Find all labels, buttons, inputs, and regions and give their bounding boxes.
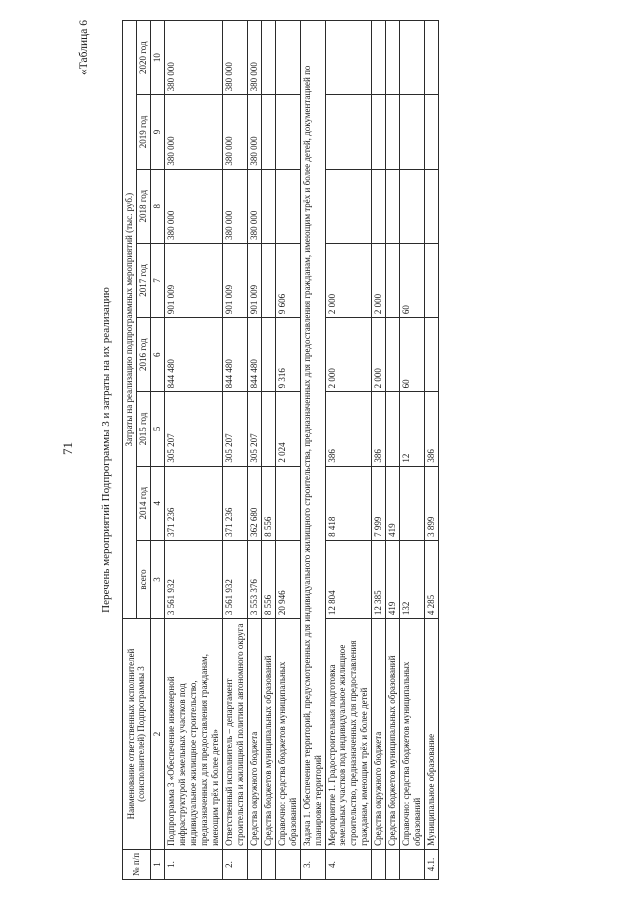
costs-table — [122, 20, 439, 880]
row-num: 4.1. — [425, 849, 439, 879]
header-year: 2018 год — [136, 169, 150, 243]
index-cell: 4 — [150, 466, 164, 540]
value-cell: 386 — [325, 392, 372, 466]
row-num: 4. — [325, 849, 372, 879]
value-cell: 3 899 — [425, 466, 439, 540]
row-num: 3. — [300, 849, 325, 879]
value-cell: 380 000 — [222, 169, 247, 243]
value-cell: 4 285 — [425, 540, 439, 618]
value-cell: 8 556 — [261, 540, 275, 618]
row-num — [372, 849, 386, 879]
value-cell — [386, 243, 400, 317]
value-cell — [425, 169, 439, 243]
table-row — [261, 21, 275, 880]
value-cell: 386 — [372, 392, 386, 466]
header-year: 2014 год — [136, 466, 150, 540]
value-cell — [400, 466, 425, 540]
row-name: Средства окружного бюджета — [372, 619, 386, 850]
value-cell — [372, 95, 386, 169]
value-cell: 844 480 — [164, 318, 222, 392]
index-cell: 2 — [150, 619, 164, 850]
value-cell: 901 009 — [222, 243, 247, 317]
row-name: Средства бюджетов муниципальных образований — [261, 619, 275, 850]
value-cell: 8 418 — [325, 466, 372, 540]
value-cell: 305 207 — [164, 392, 222, 466]
value-cell: 2 000 — [372, 243, 386, 317]
value-cell: 380 000 — [222, 95, 247, 169]
table-row — [386, 21, 400, 880]
value-cell — [261, 243, 275, 317]
value-cell: 2 024 — [275, 392, 300, 466]
value-cell — [372, 21, 386, 95]
value-cell: 380 000 — [164, 169, 222, 243]
rotated-page-content — [78, 20, 618, 880]
header-year: 2017 год — [136, 243, 150, 317]
row-name: Ответственный исполнитель – департамент строительства и жилищной политики автономного округа — [222, 619, 247, 850]
value-cell — [425, 243, 439, 317]
value-cell: 419 — [386, 540, 400, 618]
value-cell: 901 009 — [247, 243, 261, 317]
index-cell: 10 — [150, 21, 164, 95]
row-name: Мероприятие 1. Градостроительная подготовка земельных участков под индивидуальное жилищное строительство, предназначенных для предоставления гражданам, имеющим трёх и более детей — [325, 619, 372, 850]
index-cell: 8 — [150, 169, 164, 243]
task-row — [300, 21, 325, 880]
table-row — [400, 21, 425, 880]
value-cell — [400, 95, 425, 169]
value-cell: 60 — [400, 318, 425, 392]
row-name: Подпрограмма 3 «Обеспечение инженерной инфраструктурой земельных участков под индивидуальное жилищное строительство, предназначенных для предоставления гражданам, имеющим трёх и более детей» — [164, 619, 222, 850]
value-cell: 2 000 — [325, 243, 372, 317]
value-cell: 7 999 — [372, 466, 386, 540]
value-cell: 3 561 932 — [222, 540, 247, 618]
value-cell — [261, 169, 275, 243]
task-description: Задача 1. Обеспечение территорий, предусмотренных для индивидуального жилищного строительства, предназначенных для предоставления гражданам, имеющим трёх и более детей, документацией по планировке территорий — [300, 21, 325, 850]
value-cell — [400, 21, 425, 95]
header-name: Наименование ответственных исполнителей (соисполнителей) Подпрограммы 3 — [123, 619, 151, 850]
header-year: 2015 год — [136, 392, 150, 466]
row-num — [386, 849, 400, 879]
value-cell: 380 000 — [164, 21, 222, 95]
value-cell: 2 000 — [325, 318, 372, 392]
table-row — [325, 21, 372, 880]
value-cell — [386, 318, 400, 392]
row-name: Муниципальное образование — [425, 619, 439, 850]
value-cell — [275, 466, 300, 540]
value-cell — [275, 21, 300, 95]
header-total: всего — [136, 540, 150, 618]
row-num: 2. — [222, 849, 247, 879]
value-cell — [425, 318, 439, 392]
value-cell: 380 000 — [164, 95, 222, 169]
value-cell: 380 000 — [247, 95, 261, 169]
header-year: 2020 год — [136, 21, 150, 95]
row-name: Справочно: средства бюджетов муниципальных образований — [400, 619, 425, 850]
value-cell: 9 606 — [275, 243, 300, 317]
value-cell: 371 236 — [222, 466, 247, 540]
value-cell — [261, 21, 275, 95]
value-cell — [386, 21, 400, 95]
value-cell: 9 316 — [275, 318, 300, 392]
value-cell: 380 000 — [222, 21, 247, 95]
value-cell: 305 207 — [247, 392, 261, 466]
table-row — [247, 21, 261, 880]
row-name: Справочно: средства бюджетов муниципальных образований — [275, 619, 300, 850]
row-name: Средства окружного бюджета — [247, 619, 261, 850]
index-cell: 5 — [150, 392, 164, 466]
value-cell: 371 236 — [164, 466, 222, 540]
value-cell: 12 804 — [325, 540, 372, 618]
value-cell: 8 556 — [261, 466, 275, 540]
value-cell — [261, 392, 275, 466]
value-cell: 380 000 — [247, 21, 261, 95]
row-name: Средства бюджетов муниципальных образований — [386, 619, 400, 850]
value-cell: 2 000 — [372, 318, 386, 392]
value-cell — [425, 21, 439, 95]
value-cell — [275, 169, 300, 243]
value-cell — [400, 169, 425, 243]
index-cell: 6 — [150, 318, 164, 392]
table-row — [275, 21, 300, 880]
value-cell — [261, 95, 275, 169]
value-cell — [325, 21, 372, 95]
header-year: 2019 год — [136, 95, 150, 169]
index-cell: 7 — [150, 243, 164, 317]
value-cell: 305 207 — [222, 392, 247, 466]
header-year: 2016 год — [136, 318, 150, 392]
table-caption: «Таблица 6 — [78, 20, 90, 75]
value-cell: 3 553 376 — [247, 540, 261, 618]
index-cell: 1 — [150, 849, 164, 879]
table-row — [425, 21, 439, 880]
value-cell: 362 680 — [247, 466, 261, 540]
value-cell: 386 — [425, 392, 439, 466]
value-cell: 20 946 — [275, 540, 300, 618]
value-cell — [386, 95, 400, 169]
row-num — [261, 849, 275, 879]
table-row — [372, 21, 386, 880]
header-num: № п/п — [123, 849, 151, 879]
value-cell: 419 — [386, 466, 400, 540]
value-cell — [325, 169, 372, 243]
table-row — [164, 21, 222, 880]
value-cell — [261, 318, 275, 392]
row-num — [400, 849, 425, 879]
value-cell — [386, 392, 400, 466]
value-cell: 901 009 — [164, 243, 222, 317]
value-cell: 844 480 — [222, 318, 247, 392]
value-cell: 380 000 — [247, 169, 261, 243]
row-num: 1. — [164, 849, 222, 879]
row-num — [275, 849, 300, 879]
value-cell — [325, 95, 372, 169]
value-cell: 844 480 — [247, 318, 261, 392]
value-cell: 3 561 932 — [164, 540, 222, 618]
value-cell — [372, 169, 386, 243]
index-cell: 9 — [150, 95, 164, 169]
index-cell: 3 — [150, 540, 164, 618]
page-number: 71 — [60, 442, 75, 455]
header-costs: Затраты на реализацию подпрограммных мероприятий (тыс. руб.) — [123, 21, 137, 619]
value-cell — [275, 95, 300, 169]
value-cell — [425, 95, 439, 169]
table-row — [222, 21, 247, 880]
value-cell: 132 — [400, 540, 425, 618]
value-cell: 60 — [400, 243, 425, 317]
document-title: Перечень мероприятий Подпрограммы 3 и затраты на их реализацию — [100, 287, 112, 613]
value-cell: 12 385 — [372, 540, 386, 618]
value-cell — [386, 169, 400, 243]
row-num — [247, 849, 261, 879]
value-cell: 12 — [400, 392, 425, 466]
